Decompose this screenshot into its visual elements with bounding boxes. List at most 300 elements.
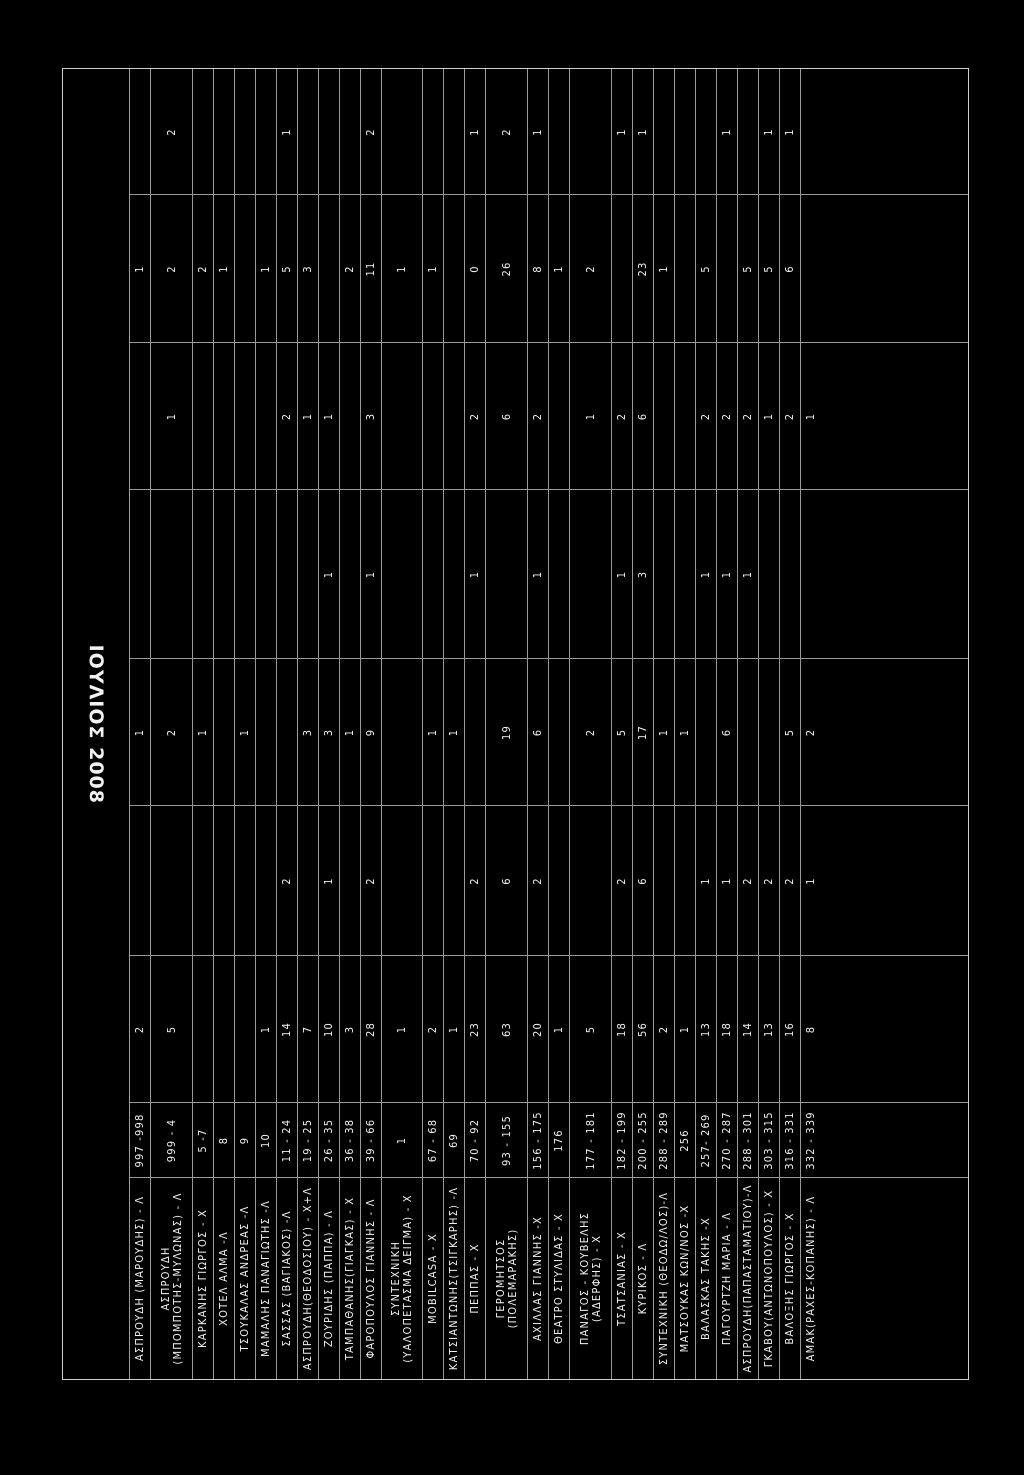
row-value-cell-c3 [549, 659, 569, 806]
row-value-cell-c7 [214, 69, 234, 195]
row-name-cell: ΘΕΑΤΡΟ ΣΤΥΛΙΔΑΣ - Χ [552, 1213, 565, 1344]
row-value-cell-c4 [277, 490, 297, 659]
row-value-cell-c7 [382, 69, 422, 195]
row-name-line: (ΜΠΟΜΠΟΤΗΣ-ΜΥΛΩΝΑΣ) - Λ [170, 1192, 184, 1365]
row-name-cell: ΑΧΙΛΛΑΣ ΓΙΑΝΝΗΣ -Χ [531, 1216, 544, 1341]
row-value-cell-c4 [151, 490, 192, 659]
row-value-cell-c1: 1 [447, 1025, 460, 1034]
row-value-cell-c6: 6 [783, 265, 796, 273]
row-name-cell: ΒΑΛΟΞΗΣ ΓΙΩΡΓΟΣ - Χ [783, 1212, 796, 1345]
row-value-cell-c2: 1 [322, 877, 335, 885]
row-range-cell: 70 - 92 [468, 1118, 481, 1163]
row-value-cell-c1: 14 [741, 1022, 754, 1037]
table-row [192, 69, 213, 1379]
row-value-cell-c2 [151, 806, 192, 956]
row-value-cell-c1: 1 [259, 1025, 272, 1034]
row-value-cell-c4 [235, 490, 255, 659]
row-value-cell-c1: 2 [133, 1025, 146, 1034]
row-value-cell-c7: 1 [720, 128, 733, 136]
row-range-cell: 36 - 38 [343, 1118, 356, 1163]
table-row [339, 69, 360, 1379]
row-value-cell-c2 [675, 806, 695, 956]
table-row [422, 69, 443, 1379]
row-value-cell-c4: 1 [364, 570, 377, 579]
row-value-cell-c4: 3 [636, 570, 649, 579]
title-cell [63, 69, 130, 1379]
row-value-cell-c3: 19 [499, 725, 513, 740]
row-value-cell-c5: 2 [720, 412, 733, 421]
row-name-cell: MOBILCASA - Χ [426, 1233, 439, 1324]
row-value-cell-c3: 5 [783, 728, 796, 737]
row-name-cell: ΓΚΑΒΟΥ(ΑΝΤΩΝΟΠΟΥΛΟΣ) - Χ [762, 1189, 775, 1368]
row-value-cell-c4: 1 [531, 570, 544, 579]
row-value-cell-c3: 1 [426, 728, 439, 737]
row-value-cell-c6: 2 [196, 265, 209, 273]
row-name-cell: ΦΑΡΟΠΟΥΛΟΣ ΓΙΑΝΝΗΣ - Λ [364, 1198, 377, 1359]
row-name-cell [151, 1178, 192, 1379]
row-name-cell: ΚΑΡΚΑΝΗΣ ΓΙΩΡΓΟΣ - Χ [196, 1209, 209, 1348]
row-value-cell-c4: 1 [468, 570, 481, 579]
row-value-cell-c2 [193, 806, 213, 956]
row-value-cell-c3: 2 [164, 728, 178, 737]
row-value-cell-c7 [738, 69, 758, 195]
row-value-cell-c3 [738, 659, 758, 806]
row-name-cell: ΧΟΤΕΛ ΑΛΜΑ -Λ [217, 1231, 230, 1326]
table-row [527, 69, 548, 1379]
row-value-cell-c4: 1 [615, 570, 628, 579]
table-row [129, 69, 150, 1379]
row-value-cell-c7 [319, 69, 339, 195]
row-value-cell-c7: 1 [636, 128, 649, 136]
row-value-cell-c7 [444, 69, 464, 195]
table-row [674, 69, 695, 1379]
row-value-cell-c4 [801, 490, 821, 659]
row-value-cell-c5: 1 [164, 412, 178, 421]
row-value-cell-c7: 1 [280, 128, 293, 136]
row-value-cell-c1: 14 [280, 1022, 293, 1037]
row-name-cell [382, 1178, 422, 1379]
row-range-cell: 177 - 181 [583, 1111, 597, 1170]
row-value-cell-c5: 2 [783, 412, 796, 421]
row-value-cell-c5: 2 [468, 412, 481, 421]
row-value-cell-c5: 2 [615, 412, 628, 421]
row-value-cell-c1: 1 [678, 1025, 691, 1034]
row-value-cell-c1: 13 [699, 1022, 712, 1037]
row-value-cell-c1: 2 [426, 1025, 439, 1034]
row-value-cell-c7 [340, 69, 360, 195]
row-value-cell-c7: 1 [783, 128, 796, 136]
row-value-cell-c4 [780, 490, 800, 659]
row-value-cell-c2: 6 [636, 877, 649, 885]
row-value-cell-c3: 3 [301, 728, 314, 737]
row-value-cell-c5: 1 [583, 412, 597, 421]
column-divider [129, 955, 968, 956]
row-value-cell-c5: 2 [531, 412, 544, 421]
table-row [276, 69, 297, 1379]
row-value-cell-c1: 18 [615, 1022, 628, 1037]
row-value-cell-c7: 2 [164, 128, 178, 136]
row-range-cell: 69 [447, 1133, 460, 1148]
row-value-cell-c1: 1 [552, 1025, 565, 1034]
row-name-cell: ΠΕΠΠΑΣ - Χ [468, 1243, 481, 1314]
row-value-cell-c1: 63 [499, 1022, 513, 1037]
table-row [716, 69, 737, 1379]
row-name-cell [570, 1178, 611, 1379]
row-value-cell-c4 [486, 490, 527, 659]
row-value-cell-c5 [214, 343, 234, 490]
row-name-cell: ΑΜΑΚ(ΡΑΧΕΣ-ΚΟΠΑΝΗΣ) - Λ [804, 1195, 817, 1362]
row-value-cell-c6: 1 [426, 265, 439, 273]
table-frame [62, 68, 969, 1380]
column-divider [129, 805, 968, 806]
row-value-cell-c3 [696, 659, 716, 806]
row-value-cell-c1: 7 [301, 1025, 314, 1034]
row-name-cell: ΒΑΛΑΣΚΑΣ ΤΑΚΗΣ -Χ [699, 1217, 712, 1340]
row-value-cell-c7 [549, 69, 569, 195]
row-value-cell-c2 [214, 806, 234, 956]
row-value-cell-c6: 3 [301, 265, 314, 273]
row-value-cell-c6: 5 [280, 265, 293, 273]
row-value-cell-c6: 5 [699, 265, 712, 273]
row-range-cell: 316 - 331 [783, 1111, 796, 1170]
table-row [779, 69, 800, 1379]
table-row [360, 69, 381, 1379]
row-value-cell-c1 [193, 956, 213, 1103]
row-value-cell-c4: 1 [322, 570, 335, 579]
row-value-cell-c6 [801, 195, 821, 343]
row-value-cell-c4 [570, 490, 611, 659]
row-value-cell-c7 [654, 69, 674, 195]
row-value-cell-c7: 1 [615, 128, 628, 136]
table-row [632, 69, 653, 1379]
row-value-cell-c6: 26 [499, 261, 513, 277]
table-row [234, 69, 255, 1379]
row-value-cell-c2: 2 [468, 877, 481, 885]
row-value-cell-c1 [214, 956, 234, 1103]
row-value-cell-c7: 1 [468, 128, 481, 136]
row-range-cell: 257- 269 [699, 1113, 712, 1168]
table-row [548, 69, 569, 1379]
row-name-cell: ΣΑΣΣΑΣ (ΒΑΓΙΑΚΟΣ) -Λ [280, 1210, 293, 1347]
row-value-cell-c3: 1 [678, 728, 691, 737]
row-value-cell-c6: 8 [531, 265, 544, 273]
data-table [129, 69, 968, 1379]
row-range-cell: 200 - 255 [636, 1111, 649, 1170]
row-value-cell-c6: 1 [395, 265, 408, 273]
row-value-cell-c5 [193, 343, 213, 490]
row-value-cell-c2: 2 [741, 877, 754, 885]
row-value-cell-c5: 6 [636, 412, 649, 421]
row-value-cell-c3: 3 [322, 728, 335, 737]
row-name-cell: ΤΑΜΠΑΘΑΝΗΣ(ΓΙΑΓΚΑΣ) - Χ [343, 1196, 356, 1361]
row-value-cell-c7: 1 [762, 128, 775, 136]
row-range-cell: 19 - 25 [301, 1118, 314, 1163]
row-value-cell-c3: 1 [343, 728, 356, 737]
column-divider [129, 1177, 968, 1178]
row-value-cell-c2: 6 [499, 877, 513, 885]
row-value-cell-c4 [256, 490, 276, 659]
row-name-cell [486, 1178, 527, 1379]
column-divider [129, 1102, 968, 1103]
row-value-cell-c7 [696, 69, 716, 195]
row-value-cell-c4 [759, 490, 779, 659]
row-name-cell: ΑΣΠΡΟΥΔΗ(ΘΕΟΔΟΣΙΟΥ) - Χ+Λ [301, 1186, 314, 1371]
row-range-cell: 303 - 315 [762, 1111, 775, 1170]
row-value-cell-c1: 13 [762, 1022, 775, 1037]
row-value-cell-c7 [801, 69, 821, 195]
table-row [318, 69, 339, 1379]
row-value-cell-c4 [382, 490, 422, 659]
row-value-cell-c4 [193, 490, 213, 659]
row-value-cell-c3: 2 [583, 728, 597, 737]
row-range-cell: 26 - 35 [322, 1118, 335, 1163]
row-value-cell-c6: 2 [164, 265, 178, 273]
row-name-cell: ΖΟΥΡΙΔΗΣ (ΠΑΠΠΑ) - Λ [322, 1209, 335, 1348]
row-value-cell-c6: 2 [583, 265, 597, 273]
row-value-cell-c2 [340, 806, 360, 956]
row-name-cell: ΚΥΡΙΚΟΣ - Λ [636, 1242, 649, 1315]
row-value-cell-c1: 5 [164, 1025, 178, 1034]
table-row [611, 69, 632, 1379]
row-range-cell: 9 [238, 1136, 251, 1145]
row-value-cell-c3 [277, 659, 297, 806]
row-value-cell-c3: 9 [364, 728, 377, 737]
row-value-cell-c1: 8 [804, 1025, 817, 1034]
row-value-cell-c6: 1 [217, 265, 230, 273]
row-name-cell: ΣΥΝΤΕΧΝΙΚΗ (ΘΕΟΔΩ/ΛΟΣ)-Λ [657, 1191, 670, 1366]
row-value-cell-c6: 23 [636, 261, 649, 277]
row-value-cell-c1: 1 [395, 1025, 408, 1034]
row-value-cell-c5: 3 [364, 412, 377, 421]
row-range-cell: 176 [552, 1129, 565, 1152]
row-range-cell: 93 - 155 [499, 1115, 513, 1166]
row-range-cell: 332 - 339 [804, 1111, 817, 1170]
row-name-cell: ΤΣΟΥΚΑΛΑΣ ΑΝΔΡΕΑΣ -Λ [238, 1205, 251, 1352]
page-title: ΙΟΥΛΙΟΣ 2008 [85, 644, 107, 804]
row-value-cell-c2: 2 [531, 877, 544, 885]
row-value-cell-c7 [570, 69, 611, 195]
table-row [737, 69, 758, 1379]
row-value-cell-c5 [549, 343, 569, 490]
row-range-cell: 67 - 68 [426, 1118, 439, 1163]
table-row [653, 69, 674, 1379]
row-range-cell: 10 [259, 1133, 272, 1148]
row-value-cell-c5: 2 [741, 412, 754, 421]
row-value-cell-c3: 2 [804, 728, 817, 737]
row-value-cell-c3: 1 [196, 728, 209, 737]
row-value-cell-c1: 3 [343, 1025, 356, 1034]
row-value-cell-c7 [130, 69, 150, 195]
row-value-cell-c5: 1 [762, 412, 775, 421]
table-row [695, 69, 716, 1379]
row-name-cell: ΤΣΑΤΣΑΝΙΑΣ - Χ [615, 1231, 628, 1326]
row-range-cell: 8 [217, 1136, 230, 1145]
row-value-cell-c3: 1 [657, 728, 670, 737]
table-row [464, 69, 485, 1379]
row-value-cell-c3 [759, 659, 779, 806]
column-divider [129, 658, 968, 659]
row-range-cell: 5 -7 [196, 1128, 209, 1153]
row-value-cell-c2 [444, 806, 464, 956]
row-value-cell-c5 [235, 343, 255, 490]
row-value-cell-c1: 20 [531, 1022, 544, 1037]
row-range-cell: 256 [678, 1129, 691, 1152]
row-value-cell-c6 [612, 195, 632, 343]
row-name-cell: ΜΑΤΣΟΥΚΑΣ ΚΩΝ/ΝΟΣ -Χ [678, 1204, 691, 1353]
row-value-cell-c6 [235, 195, 255, 343]
row-value-cell-c4: 1 [699, 570, 712, 579]
row-value-cell-c6: 1 [657, 265, 670, 273]
row-value-cell-c2: 1 [699, 877, 712, 885]
row-range-cell: 156 - 175 [531, 1111, 544, 1170]
row-value-cell-c2: 1 [804, 877, 817, 885]
row-value-cell-c3: 1 [238, 728, 251, 737]
row-value-cell-c2: 2 [364, 877, 377, 885]
row-value-cell-c3: 1 [447, 728, 460, 737]
row-value-cell-c7: 2 [499, 128, 513, 136]
row-value-cell-c6: 5 [741, 265, 754, 273]
row-range-cell: 288 - 289 [657, 1111, 670, 1170]
row-value-cell-c2 [423, 806, 443, 956]
row-value-cell-c3: 1 [133, 728, 146, 737]
row-value-cell-c1: 2 [657, 1025, 670, 1034]
row-value-cell-c6 [675, 195, 695, 343]
row-value-cell-c1: 18 [720, 1022, 733, 1037]
row-value-cell-c2 [130, 806, 150, 956]
row-value-cell-c3 [465, 659, 485, 806]
row-range-cell: 39 - 66 [364, 1118, 377, 1163]
row-value-cell-c6 [444, 195, 464, 343]
row-range-cell: 288 - 301 [741, 1111, 754, 1170]
row-range-cell: 11 - 24 [280, 1118, 293, 1163]
row-name-line: ΑΣΠΡΟΥΔΗ [158, 1246, 172, 1311]
table-row [255, 69, 276, 1379]
row-value-cell-c2: 2 [280, 877, 293, 885]
row-value-cell-c5 [256, 343, 276, 490]
row-value-cell-c2: 2 [615, 877, 628, 885]
row-value-cell-c2 [235, 806, 255, 956]
column-divider [129, 194, 968, 195]
row-value-cell-c6: 1 [133, 265, 146, 273]
table-row [213, 69, 234, 1379]
row-value-cell-c5 [130, 343, 150, 490]
row-value-cell-c6 [717, 195, 737, 343]
row-value-cell-c5 [382, 343, 422, 490]
row-value-cell-c5: 1 [301, 412, 314, 421]
row-name-line: ΠΑΝΑΓΟΣ - ΚΟΥΒΕΛΗΣ [577, 1211, 591, 1346]
row-value-cell-c4 [444, 490, 464, 659]
row-value-cell-c5 [423, 343, 443, 490]
row-value-cell-c5: 2 [280, 412, 293, 421]
table-row [150, 69, 192, 1379]
table-row [800, 69, 821, 1379]
row-value-cell-c7 [256, 69, 276, 195]
row-value-cell-c6: 1 [259, 265, 272, 273]
row-value-cell-c7: 1 [531, 128, 544, 136]
row-value-cell-c4 [298, 490, 318, 659]
row-value-cell-c3: 17 [636, 725, 649, 740]
row-value-cell-c3 [214, 659, 234, 806]
row-value-cell-c5: 6 [499, 412, 513, 421]
table-row [485, 69, 527, 1379]
row-name-line: ΣΥΝΤΕΧΝΙΚΗ [389, 1240, 402, 1317]
row-value-cell-c4 [423, 490, 443, 659]
row-value-cell-c1 [235, 956, 255, 1103]
row-value-cell-c7 [675, 69, 695, 195]
row-value-cell-c5: 2 [699, 412, 712, 421]
row-value-cell-c2: 2 [762, 877, 775, 885]
row-value-cell-c7 [193, 69, 213, 195]
table-row [297, 69, 318, 1379]
row-value-cell-c1: 16 [783, 1022, 796, 1037]
row-value-cell-c3: 6 [720, 728, 733, 737]
column-divider [129, 342, 968, 343]
row-value-cell-c6: 5 [762, 265, 775, 273]
row-value-cell-c6: 0 [468, 265, 481, 273]
row-value-cell-c1: 23 [468, 1022, 481, 1037]
row-value-cell-c1: 28 [364, 1022, 377, 1037]
row-value-cell-c7 [235, 69, 255, 195]
table-row [758, 69, 779, 1379]
row-value-cell-c4 [654, 490, 674, 659]
row-range-cell: 182 - 199 [615, 1111, 628, 1170]
row-value-cell-c5 [654, 343, 674, 490]
row-name-cell: ΠΑΓΟΥΡΤΖΗ ΜΑΡΙΑ - Λ [720, 1211, 733, 1346]
row-value-cell-c7 [423, 69, 443, 195]
row-name-cell: ΑΣΠΡΟΥΔΗ(ΠΑΠΑΣΤΑΜΑΤΙΟΥ)-Λ [741, 1184, 754, 1373]
row-value-cell-c1: 56 [636, 1022, 649, 1037]
row-name-line: ΓΕΡΟΜΗΤΣΟΣ [493, 1238, 507, 1319]
row-name-cell: ΑΣΠΡΟΥΔΗ (ΜΑΡΟΥΔΗΣ) - Λ [133, 1195, 146, 1362]
row-name-line: (ΠΟΛΕΜΑΡΑΚΗΣ) [505, 1228, 519, 1329]
row-value-cell-c5: 1 [322, 412, 335, 421]
row-value-cell-c4 [214, 490, 234, 659]
row-value-cell-c3 [256, 659, 276, 806]
row-value-cell-c4 [675, 490, 695, 659]
row-value-cell-c2: 2 [783, 877, 796, 885]
row-value-cell-c4 [130, 490, 150, 659]
row-value-cell-c6: 1 [552, 265, 565, 273]
column-divider [129, 489, 968, 490]
row-value-cell-c2 [549, 806, 569, 956]
row-name-cell: ΚΑΤΣΙΑΝΤΩΝΗΣ(ΤΣΙΓΚΑΡΗΣ) -Λ [447, 1186, 460, 1371]
row-value-cell-c2 [570, 806, 611, 956]
row-value-cell-c5: 1 [804, 412, 817, 421]
row-value-cell-c7 [298, 69, 318, 195]
row-value-cell-c3: 6 [531, 728, 544, 737]
row-value-cell-c3: 5 [615, 728, 628, 737]
table-row [569, 69, 611, 1379]
row-value-cell-c4: 1 [720, 570, 733, 579]
row-value-cell-c2 [298, 806, 318, 956]
row-value-cell-c7: 2 [364, 128, 377, 136]
row-value-cell-c1: 10 [322, 1022, 335, 1037]
row-value-cell-c5 [340, 343, 360, 490]
table-row [443, 69, 464, 1379]
row-name-line: (ΑΔΕΡΦΗΣ) - Χ [589, 1234, 603, 1323]
row-range-cell: 997 -998 [133, 1113, 146, 1168]
row-value-cell-c5 [675, 343, 695, 490]
row-value-cell-c2: 1 [720, 877, 733, 885]
row-value-cell-c6 [319, 195, 339, 343]
row-range-cell: 999 - 4 [164, 1118, 178, 1163]
row-value-cell-c1: 5 [583, 1025, 597, 1034]
table-row [381, 69, 422, 1379]
row-value-cell-c4: 1 [741, 570, 754, 579]
row-name-cell: ΜΑΜΑΛΗΣ ΠΑΝΑΓΙΩΤΗΣ -Λ [259, 1200, 272, 1358]
row-value-cell-c2 [256, 806, 276, 956]
row-value-cell-c3 [382, 659, 422, 806]
